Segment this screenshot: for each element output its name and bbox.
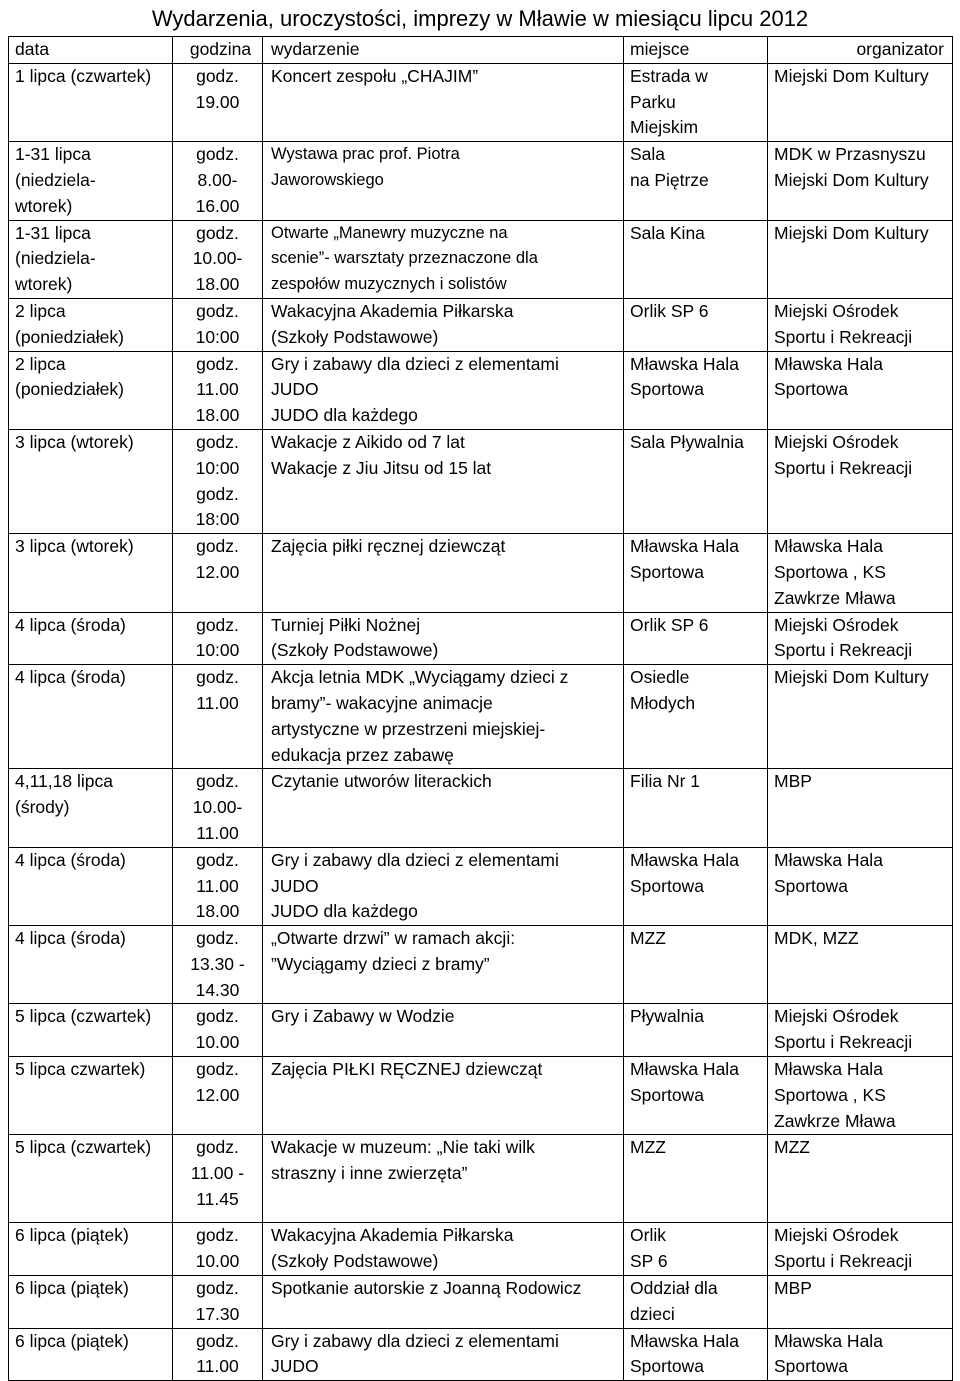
cell-place [624, 142, 768, 220]
cell-date [9, 1057, 173, 1135]
cell-line: Mławska Hala [630, 849, 739, 870]
cell-line: zespołów muzycznych i solistów [271, 275, 507, 294]
cell-event [263, 298, 624, 351]
cell-date [9, 1223, 173, 1276]
cell-line: Miejski Ośrodek [774, 1225, 899, 1246]
table-row [9, 1004, 953, 1057]
cell-line: Gry i Zabawy w Wodzie [271, 1006, 455, 1027]
cell-line: 18:00 [195, 509, 240, 530]
cell-line: Gry i zabawy dla dzieci z elementami [271, 849, 559, 870]
cell-place [624, 220, 768, 298]
cell-line: godz. [196, 1059, 239, 1080]
cell-time [173, 612, 263, 665]
cell-line: scenie”- warsztaty przeznaczone dla [271, 249, 538, 268]
cell-line: 10:00 [195, 326, 240, 347]
cell-organizer [768, 429, 953, 533]
cell-time [173, 1004, 263, 1057]
cell-time [173, 351, 263, 429]
cell-place [624, 63, 768, 141]
cell-line: 1 lipca (czwartek) [15, 65, 152, 86]
cell-line: Orlik SP 6 [630, 300, 709, 321]
cell-line: Mławska Hala [630, 536, 739, 557]
cell-event [263, 351, 624, 429]
cell-date [9, 298, 173, 351]
header-godzina: godzina [173, 37, 263, 64]
cell-event [263, 926, 624, 1004]
cell-time [173, 847, 263, 925]
header-data: data [9, 37, 173, 64]
cell-date [9, 429, 173, 533]
cell-line: (Szkoły Podstawowe) [271, 326, 439, 347]
cell-line: godz. [196, 1330, 239, 1351]
cell-line: 11.00 [196, 875, 239, 896]
cell-line: ”Wyciągamy dzieci z bramy” [271, 953, 490, 974]
cell-place [624, 769, 768, 847]
cell-line: Sportowa [630, 1356, 704, 1377]
cell-line: 4 lipca (środa) [15, 928, 126, 949]
cell-line: Orlik SP 6 [630, 614, 709, 635]
cell-line: Sportu i Rekreacji [774, 326, 913, 347]
cell-line: Osiedle [630, 667, 690, 688]
cell-event [263, 1276, 624, 1329]
cell-line: Sportowa [774, 875, 848, 896]
cell-line: godz. [196, 144, 239, 165]
cell-line: Miejski Dom Kultury [774, 222, 929, 243]
cell-line: godz. [196, 1278, 239, 1299]
table-row [9, 926, 953, 1004]
cell-line: godz. [196, 431, 239, 452]
table-row [9, 1223, 953, 1276]
cell-date [9, 351, 173, 429]
cell-date [9, 63, 173, 141]
cell-place [624, 298, 768, 351]
cell-place [624, 1328, 768, 1381]
cell-line: 10:00 [195, 457, 240, 478]
cell-line: Spotkanie autorskie z Joanną Rodowicz [271, 1278, 582, 1299]
cell-line: Mławska Hala [630, 1059, 739, 1080]
cell-line: SP 6 [630, 1251, 668, 1272]
cell-date [9, 847, 173, 925]
cell-event [263, 769, 624, 847]
cell-line: (niedziela- [15, 248, 96, 269]
cell-line: 14.30 [195, 979, 240, 1000]
table-row [9, 534, 953, 612]
cell-line: 4 lipca (środa) [15, 849, 126, 870]
cell-time [173, 534, 263, 612]
cell-organizer [768, 1057, 953, 1135]
cell-date [9, 612, 173, 665]
cell-line: Mławska Hala [774, 353, 883, 374]
cell-line: Sportowa [630, 875, 704, 896]
cell-line: MZZ [630, 1137, 666, 1158]
cell-organizer [768, 926, 953, 1004]
cell-date [9, 220, 173, 298]
cell-line: 3 lipca (wtorek) [15, 431, 134, 452]
cell-line: Gry i zabawy dla dzieci z elementami [271, 353, 559, 374]
cell-line: straszny i inne zwierzęta” [271, 1163, 468, 1184]
cell-date [9, 769, 173, 847]
cell-place [624, 534, 768, 612]
cell-line: MDK, MZZ [774, 928, 859, 949]
cell-line: godz. [196, 300, 239, 321]
cell-time [173, 429, 263, 533]
cell-line: Sportu i Rekreacji [774, 1251, 913, 1272]
cell-line: Filia Nr 1 [630, 771, 701, 792]
cell-place [624, 351, 768, 429]
cell-date [9, 665, 173, 769]
cell-line: godz. [196, 65, 239, 86]
cell-line: Sportowa [630, 561, 704, 582]
cell-line: Sportowa [774, 1356, 848, 1377]
cell-line: Czytanie utworów literackich [271, 771, 492, 792]
cell-line: 10:00 [195, 640, 240, 661]
header-wydarzenie: wydarzenie [263, 37, 624, 64]
cell-line: 11.00 - [190, 1163, 245, 1184]
cell-line: 6 lipca (piątek) [15, 1330, 129, 1351]
cell-organizer [768, 612, 953, 665]
cell-line: (poniedziałek) [15, 326, 124, 347]
cell-line: Sala Kina [630, 222, 705, 243]
cell-line: Mławska Hala [774, 849, 883, 870]
cell-line: 13.30 - [190, 953, 245, 974]
table-row [9, 769, 953, 847]
cell-line: Zajęcia piłki ręcznej dziewcząt [271, 536, 506, 557]
cell-line: 4 lipca (środa) [15, 667, 126, 688]
cell-organizer [768, 1276, 953, 1329]
cell-organizer [768, 1223, 953, 1276]
cell-organizer [768, 220, 953, 298]
table-row [9, 1328, 953, 1381]
cell-line: bramy”- wakacyjne animacje [271, 692, 493, 713]
cell-line: 18.00 [195, 405, 240, 426]
cell-line: 10.00 [195, 1251, 240, 1272]
cell-line: Miejski Ośrodek [774, 300, 899, 321]
cell-event [263, 612, 624, 665]
cell-line: Koncert zespołu „CHAJIM” [271, 65, 479, 86]
cell-line: 18.00 [195, 901, 240, 922]
cell-line: 16.00 [195, 195, 240, 216]
cell-line: na Piętrze [630, 169, 709, 190]
cell-line: Sportu i Rekreacji [774, 1032, 913, 1053]
cell-line: JUDO dla każdego [271, 405, 418, 426]
cell-date [9, 142, 173, 220]
cell-date [9, 1328, 173, 1381]
cell-time [173, 220, 263, 298]
cell-line: Miejskim [630, 117, 699, 138]
cell-organizer [768, 847, 953, 925]
cell-organizer [768, 63, 953, 141]
cell-event [263, 1057, 624, 1135]
cell-organizer [768, 769, 953, 847]
cell-event [263, 1328, 624, 1381]
cell-date [9, 1135, 173, 1223]
table-row [9, 429, 953, 533]
cell-line: Wakacje z Jiu Jitsu od 15 lat [271, 457, 492, 478]
cell-line: godz. [196, 1006, 239, 1027]
cell-line: Sportowa , KS [774, 561, 886, 582]
cell-organizer [768, 142, 953, 220]
cell-line: JUDO [271, 379, 319, 400]
cell-event [263, 847, 624, 925]
cell-line: Jaworowskiego [271, 170, 384, 189]
table-row [9, 142, 953, 220]
cell-line: Estrada w [630, 65, 708, 86]
cell-line: Miejski Dom Kultury [774, 667, 929, 688]
cell-line: wtorek) [15, 274, 73, 295]
cell-time [173, 1223, 263, 1276]
cell-line: Mławska Hala [630, 1330, 739, 1351]
cell-event [263, 1135, 624, 1223]
cell-organizer [768, 1135, 953, 1223]
cell-place [624, 847, 768, 925]
cell-line: „Otwarte drzwi” w ramach akcji: [271, 928, 516, 949]
cell-line: JUDO [271, 1356, 319, 1377]
cell-place [624, 1223, 768, 1276]
cell-line: godz. [196, 667, 239, 688]
cell-time [173, 298, 263, 351]
events-table [8, 36, 953, 1381]
cell-line: Młodych [630, 692, 696, 713]
cell-line: JUDO dla każdego [271, 901, 418, 922]
cell-line: Mławska Hala [630, 353, 739, 374]
cell-line: Akcja letnia MDK „Wyciągamy dzieci z [271, 667, 569, 688]
cell-line: Wakacyjna Akademia Piłkarska [271, 300, 514, 321]
cell-event [263, 534, 624, 612]
cell-line: Sportu i Rekreacji [774, 457, 913, 478]
table-row [9, 1057, 953, 1135]
cell-line: 10.00- [192, 248, 243, 269]
cell-place [624, 1135, 768, 1223]
cell-line: 2 lipca [15, 353, 66, 374]
cell-line: Miejski Ośrodek [774, 1006, 899, 1027]
cell-line: artystyczne w przestrzeni miejskiej- [271, 718, 546, 739]
cell-line: dzieci [630, 1303, 675, 1324]
cell-event [263, 1223, 624, 1276]
cell-line: godz. [196, 222, 239, 243]
cell-place [624, 429, 768, 533]
cell-line: Miejski Dom Kultury [774, 65, 929, 86]
cell-time [173, 63, 263, 141]
cell-line: Sala [630, 144, 666, 165]
cell-line: Sportowa [774, 379, 848, 400]
cell-line: 11.00 [196, 1356, 239, 1377]
table-row [9, 351, 953, 429]
cell-line: Miejski Ośrodek [774, 431, 899, 452]
cell-line: 10.00- [192, 797, 243, 818]
cell-line: 5 lipca (czwartek) [15, 1137, 152, 1158]
cell-place [624, 612, 768, 665]
cell-line: godz. [196, 1137, 239, 1158]
cell-date [9, 534, 173, 612]
cell-line: wtorek) [15, 195, 73, 216]
cell-line: 3 lipca (wtorek) [15, 536, 134, 557]
cell-organizer [768, 1328, 953, 1381]
cell-line: Mławska Hala [774, 536, 883, 557]
cell-line: Wakacyjna Akademia Piłkarska [271, 1225, 514, 1246]
header-miejsce: miejsce [624, 37, 768, 64]
table-row [9, 665, 953, 769]
cell-time [173, 926, 263, 1004]
cell-line: Orlik [630, 1225, 666, 1246]
cell-line: 2 lipca [15, 300, 66, 321]
cell-line: 8.00- [197, 169, 238, 190]
cell-place [624, 1004, 768, 1057]
cell-line: godz. [196, 483, 239, 504]
table-row [9, 298, 953, 351]
cell-organizer [768, 1004, 953, 1057]
cell-line: Wystawa prac prof. Piotra [271, 145, 460, 164]
cell-line: Zawkrze Mława [774, 1110, 896, 1131]
cell-organizer [768, 298, 953, 351]
cell-line: Miejski Ośrodek [774, 614, 899, 635]
cell-line: Gry i zabawy dla dzieci z elementami [271, 1330, 559, 1351]
cell-line: godz. [196, 536, 239, 557]
cell-time [173, 665, 263, 769]
cell-line: edukacja przez zabawę [271, 744, 454, 765]
cell-line: 6 lipca (piątek) [15, 1225, 129, 1246]
cell-line: MZZ [774, 1137, 810, 1158]
cell-line: Sportowa [630, 1084, 704, 1105]
cell-line: 12.00 [195, 1084, 240, 1105]
cell-event [263, 429, 624, 533]
cell-place [624, 1276, 768, 1329]
cell-line: Oddział dla [630, 1278, 718, 1299]
cell-line: Sportowa [630, 379, 704, 400]
cell-line: 11.45 [196, 1189, 239, 1210]
table-row [9, 220, 953, 298]
cell-line: MBP [774, 771, 812, 792]
cell-line: 11.00 [196, 692, 239, 713]
cell-line: Otwarte „Manewry muzyczne na [271, 223, 508, 242]
cell-date [9, 1004, 173, 1057]
cell-line: 4 lipca (środa) [15, 614, 126, 635]
cell-line: 11.00 [196, 379, 239, 400]
header-organizator: organizator [768, 37, 953, 64]
cell-time [173, 1328, 263, 1381]
table-row [9, 1135, 953, 1223]
cell-line: godz. [196, 614, 239, 635]
cell-line: godz. [196, 353, 239, 374]
cell-event [263, 1004, 624, 1057]
cell-line: (Szkoły Podstawowe) [271, 640, 439, 661]
cell-line: Sala Pływalnia [630, 431, 744, 452]
cell-line: (poniedziałek) [15, 379, 124, 400]
cell-line: Wakacje z Aikido od 7 lat [271, 431, 465, 452]
table-row [9, 612, 953, 665]
cell-line: JUDO [271, 875, 319, 896]
cell-event [263, 142, 624, 220]
cell-line: MZZ [630, 928, 666, 949]
cell-line: Miejski Dom Kultury [774, 169, 929, 190]
cell-line: (Szkoły Podstawowe) [271, 1251, 439, 1272]
cell-line: Mławska Hala [774, 1059, 883, 1080]
cell-line: godz. [196, 849, 239, 870]
cell-time [173, 142, 263, 220]
cell-line: 19.00 [195, 91, 240, 112]
cell-line: Parku [630, 91, 676, 112]
cell-line: godz. [196, 928, 239, 949]
cell-line: MBP [774, 1278, 812, 1299]
cell-line: Wakacje w muzeum: „Nie taki wilk [271, 1137, 535, 1158]
cell-line: (środy) [15, 797, 70, 818]
cell-line: 10.00 [195, 1032, 240, 1053]
cell-line: 17.30 [195, 1303, 240, 1324]
cell-event [263, 220, 624, 298]
cell-time [173, 769, 263, 847]
cell-line: Turniej Piłki Nożnej [271, 614, 421, 635]
cell-line: godz. [196, 1225, 239, 1246]
cell-line: 11.00 [196, 822, 239, 843]
cell-date [9, 1276, 173, 1329]
cell-line: 4,11,18 lipca [15, 771, 113, 792]
cell-line: MDK w Przasnyszu [774, 144, 926, 165]
cell-line: 6 lipca (piątek) [15, 1278, 129, 1299]
cell-place [624, 1057, 768, 1135]
cell-line: Zawkrze Mława [774, 587, 896, 608]
table-row [9, 1276, 953, 1329]
cell-line: 18.00 [195, 274, 240, 295]
cell-place [624, 665, 768, 769]
cell-time [173, 1135, 263, 1223]
cell-organizer [768, 665, 953, 769]
cell-line: 12.00 [195, 561, 240, 582]
cell-line: Pływalnia [630, 1006, 704, 1027]
cell-line: 5 lipca (czwartek) [15, 1006, 152, 1027]
cell-organizer [768, 534, 953, 612]
cell-line: (niedziela- [15, 169, 96, 190]
cell-line: Zajęcia PIŁKI RĘCZNEJ dziewcząt [271, 1059, 543, 1080]
page-title: Wydarzenia, uroczystości, imprezy w Mławie w miesiącu lipcu 2012 [151, 6, 809, 31]
cell-place [624, 926, 768, 1004]
table-row [9, 847, 953, 925]
cell-event [263, 665, 624, 769]
cell-line: Sportu i Rekreacji [774, 640, 913, 661]
cell-time [173, 1276, 263, 1329]
cell-line: 1-31 lipca [15, 222, 91, 243]
cell-line: 5 lipca czwartek) [15, 1059, 146, 1080]
cell-date [9, 926, 173, 1004]
table-row [9, 63, 953, 141]
cell-line: 1-31 lipca [15, 144, 91, 165]
cell-line: Mławska Hala [774, 1330, 883, 1351]
cell-organizer [768, 351, 953, 429]
cell-line: Sportowa , KS [774, 1084, 886, 1105]
cell-time [173, 1057, 263, 1135]
cell-event [263, 63, 624, 141]
cell-line: godz. [196, 771, 239, 792]
header-row [9, 37, 953, 64]
